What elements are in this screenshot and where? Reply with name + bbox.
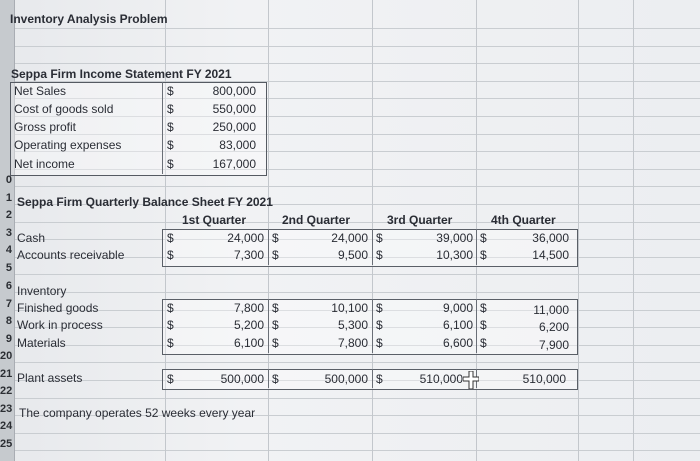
q1-value: 500,000 (220, 372, 264, 386)
row-number[interactable]: 24 (0, 420, 13, 432)
currency-symbol: $ (167, 372, 174, 386)
inventory-label: Inventory (17, 284, 67, 298)
income-value: 83,000 (219, 138, 256, 152)
q1-value: 7,800 (233, 301, 264, 315)
income-heading: Seppa Firm Income Statement FY 2021 (11, 67, 232, 81)
q4-value: 7,900 (538, 338, 569, 352)
q2-value: 9,500 (337, 248, 368, 262)
currency-symbol: $ (376, 336, 383, 350)
currency-symbol: $ (167, 318, 174, 332)
grid-row-line (14, 292, 700, 293)
currency-symbol: $ (272, 231, 279, 245)
currency-symbol: $ (167, 301, 174, 315)
q3-value: 10,300 (436, 248, 473, 262)
balance-label: Finished goods (17, 301, 99, 315)
row-number[interactable]: 21 (0, 368, 13, 380)
balance-label: Materials (17, 336, 66, 350)
q4-value: 14,500 (532, 248, 569, 262)
income-value: 250,000 (212, 120, 256, 134)
balance-col-divider (268, 229, 269, 265)
balance-col-divider (268, 369, 269, 388)
currency-symbol: $ (167, 336, 174, 350)
row-number[interactable]: 0 (5, 174, 12, 186)
income-currency: $ (167, 84, 174, 98)
balance-col-divider (476, 299, 477, 353)
currency-symbol: $ (167, 248, 174, 262)
income-value: 167,000 (212, 157, 256, 171)
sheet-title: Inventory Analysis Problem (10, 12, 168, 26)
grid-row-line (14, 433, 700, 434)
q3-value: 6,600 (442, 336, 473, 350)
income-currency: $ (167, 157, 174, 171)
currency-symbol: $ (480, 336, 487, 350)
currency-symbol: $ (376, 318, 383, 332)
q2-value: 5,300 (337, 318, 368, 332)
currency-symbol: $ (480, 231, 487, 245)
row-number[interactable]: 5 (5, 262, 12, 274)
grid-row-line (14, 222, 700, 223)
currency-symbol: $ (272, 248, 279, 262)
row-number[interactable]: 6 (5, 280, 12, 292)
balance-col-divider (476, 229, 477, 265)
row-number[interactable]: 22 (0, 385, 13, 397)
q4-value: 510,000 (522, 372, 566, 386)
q3-value: 39,000 (436, 231, 473, 245)
balance-heading: Seppa Firm Quarterly Balance Sheet FY 2021 (17, 195, 273, 209)
balance-label: Work in process (17, 318, 103, 332)
balance-col-divider (268, 299, 269, 353)
q2-value: 500,000 (324, 372, 368, 386)
currency-symbol: $ (272, 372, 279, 386)
grid-row-line (14, 46, 700, 47)
row-number[interactable]: 8 (5, 315, 12, 327)
row-number[interactable]: 7 (5, 298, 12, 310)
q4-value: 6,200 (538, 320, 569, 334)
grid-row-line (14, 186, 700, 187)
balance-label: Plant assets (17, 371, 83, 385)
grid-row-line (14, 398, 700, 399)
currency-symbol: $ (272, 336, 279, 350)
balance-label: Accounts receivable (17, 248, 125, 262)
balance-col-divider (372, 369, 373, 388)
row-number[interactable]: 9 (5, 333, 12, 345)
currency-symbol: $ (272, 318, 279, 332)
quarter-header-4: 4th Quarter (491, 213, 556, 227)
currency-symbol: $ (376, 231, 383, 245)
currency-symbol: $ (376, 301, 383, 315)
grid-row-line (14, 450, 700, 451)
balance-col-divider (372, 229, 373, 265)
income-label: Cost of goods sold (14, 102, 114, 116)
plus-cross-cursor-glyph (463, 371, 479, 389)
income-label: Net income (14, 157, 75, 171)
income-currency: $ (167, 138, 174, 152)
q4-value: 36,000 (532, 231, 569, 245)
row-number[interactable]: 3 (5, 227, 12, 239)
income-currency: $ (167, 102, 174, 116)
income-currency: $ (167, 120, 174, 134)
plus-cross-cursor-icon (463, 371, 479, 392)
q1-value: 5,200 (233, 318, 264, 332)
note-text: The company operates 52 weeks every year (19, 406, 256, 420)
currency-symbol: $ (272, 301, 279, 315)
q3-value: 6,100 (442, 318, 473, 332)
currency-symbol: $ (480, 318, 487, 332)
income-col-divider (162, 82, 163, 174)
quarter-header-3: 3rd Quarter (387, 213, 453, 227)
q2-value: 24,000 (331, 231, 368, 245)
row-number[interactable]: 25 (0, 438, 13, 450)
grid-row-line (14, 28, 700, 29)
income-label: Operating expenses (14, 138, 122, 152)
currency-symbol: $ (376, 372, 383, 386)
income-label: Net Sales (14, 84, 67, 98)
row-number[interactable]: 4 (5, 244, 12, 256)
q4-value: 11,000 (533, 303, 569, 317)
income-label: Gross profit (14, 120, 77, 134)
q1-value: 24,000 (227, 231, 264, 245)
q2-value: 7,800 (337, 336, 368, 350)
balance-label: Cash (17, 231, 46, 245)
q3-value: 9,000 (442, 301, 473, 315)
row-number[interactable]: 23 (0, 403, 13, 415)
balance-col-divider (372, 299, 373, 353)
q1-value: 7,300 (233, 248, 264, 262)
grid-row-line (14, 362, 700, 363)
currency-symbol: $ (480, 248, 487, 262)
grid-row-line (14, 274, 700, 275)
currency-symbol: $ (167, 231, 174, 245)
currency-symbol: $ (480, 301, 487, 315)
currency-symbol: $ (376, 248, 383, 262)
quarter-header-2: 2nd Quarter (282, 213, 351, 227)
grid-col-line (633, 0, 634, 461)
q1-value: 6,100 (233, 336, 264, 350)
income-value: 550,000 (212, 102, 256, 116)
grid-row-line (14, 63, 700, 64)
row-number[interactable]: 2 (5, 209, 12, 221)
q3-value: 510,000 (419, 372, 463, 386)
row-number[interactable]: 20 (0, 350, 13, 362)
q2-value: 10,100 (331, 301, 368, 315)
row-number[interactable]: 1 (5, 192, 12, 204)
grid-col-line (578, 0, 579, 461)
income-value: 800,000 (212, 84, 256, 98)
quarter-header-1: 1st Quarter (182, 213, 247, 227)
